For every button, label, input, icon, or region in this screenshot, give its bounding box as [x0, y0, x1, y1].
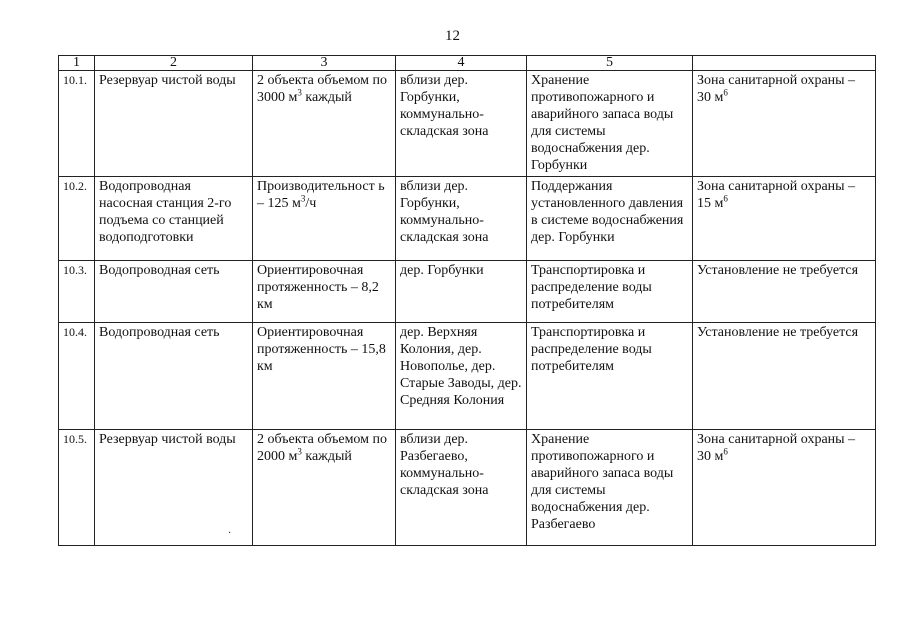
- facility-location: вблизи дер. Горбунки, коммунально-складская зона: [396, 71, 527, 177]
- facility-location: вблизи дер. Разбегаево, коммунально-складская зона: [396, 430, 527, 546]
- header-col-5: 5: [527, 56, 693, 71]
- header-col-1: 1: [59, 56, 95, 71]
- facility-name: Водопроводная насосная станция 2-го подъема со станцией водоподготовки: [95, 177, 253, 261]
- table-row: [59, 430, 876, 546]
- facility-params: Ориентировочная протяженность – 8,2 км: [253, 261, 396, 323]
- facilities-table: [58, 55, 876, 546]
- facility-location: дер. Горбунки: [396, 261, 527, 323]
- facility-purpose: Хранение противопожарного и аварийного запаса воды для системы водоснабжения дер. Горбунки: [527, 71, 693, 177]
- header-row: [59, 56, 876, 71]
- sanitary-zone: Установление не требуется: [693, 261, 876, 323]
- facility-params: Производительност ь – 125 $м^3/ч$: [253, 177, 396, 261]
- facility-params: Ориентировочная протяженность – 15,8 км: [253, 323, 396, 430]
- page-number: 12: [445, 28, 460, 44]
- header-col-2: 2: [95, 56, 253, 71]
- facility-purpose: Хранение противопожарного и аварийного запаса воды для системы водоснабжения дер. Разбегаево: [527, 430, 693, 546]
- table-row: [59, 177, 876, 261]
- facility-purpose: Поддержания установленного давления в системе водоснабжения дер. Горбунки: [527, 177, 693, 261]
- sanitary-zone: Зона санитарной охраны – 15 $м^6$: [693, 177, 876, 261]
- table-row: [59, 323, 876, 430]
- table-row: [59, 71, 876, 177]
- row-number: 10.5.: [59, 430, 95, 546]
- facility-name: Водопроводная сеть: [95, 261, 253, 323]
- row-number: 10.3.: [59, 261, 95, 323]
- facility-name: Водопроводная сеть: [95, 323, 253, 430]
- facility-location: дер. Верхняя Колония, дер. Новополье, дер. Старые Заводы, дер. Средняя Колония: [396, 323, 527, 430]
- sanitary-zone: Установление не требуется: [693, 323, 876, 430]
- facility-purpose: Транспортировка и распределение воды потребителям: [527, 323, 693, 430]
- row-number: 10.4.: [59, 323, 95, 430]
- facility-purpose: Транспортировка и распределение воды потребителям: [527, 261, 693, 323]
- facility-name: Резервуар чистой воды: [95, 430, 253, 546]
- sanitary-zone: Зона санитарной охраны – 30 $м^6$: [693, 71, 876, 177]
- header-col-6: [693, 56, 876, 71]
- row-number: 10.2.: [59, 177, 95, 261]
- facility-name: Резервуар чистой воды: [95, 71, 253, 177]
- facility-location: вблизи дер. Горбунки, коммунально-складская зона: [396, 177, 527, 261]
- table-row: [59, 261, 876, 323]
- header-col-4: 4: [396, 56, 527, 71]
- facility-params: 2 объекта объемом по 2000 $м^3$ каждый: [253, 430, 396, 546]
- header-col-3: 3: [253, 56, 396, 71]
- scan-speck: ·: [228, 528, 232, 539]
- sanitary-zone: Зона санитарной охраны – 30 $м^6$: [693, 430, 876, 546]
- facility-params: 2 объекта объемом по 3000 $м^3$ каждый: [253, 71, 396, 177]
- row-number: 10.1.: [59, 71, 95, 177]
